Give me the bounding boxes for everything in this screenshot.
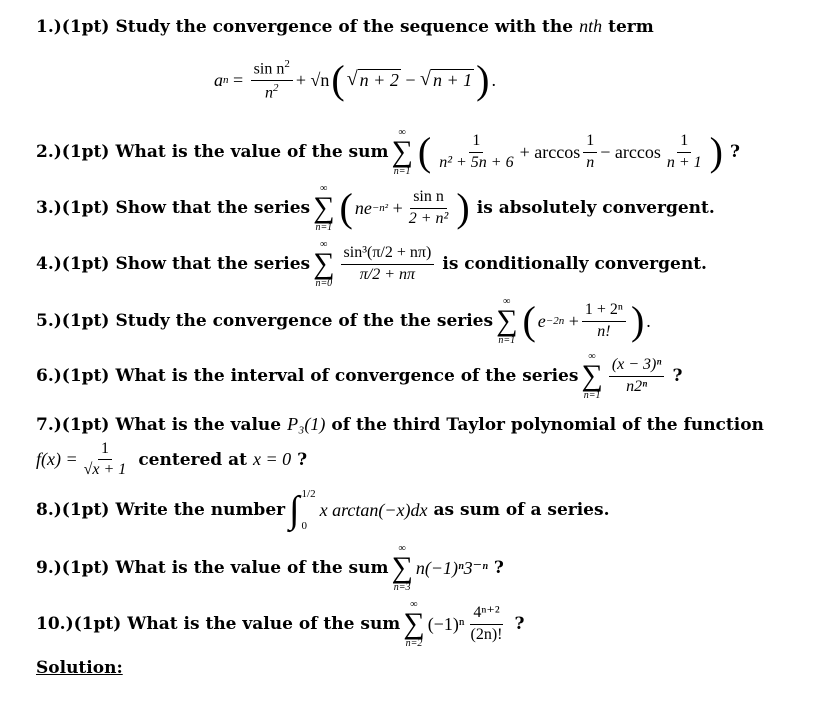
sequence-formula: a n = $\frac{\sin n^2}{n^2}$ + √n ( √ n + 2 − √ n + 1 ) . (214, 57, 496, 103)
problem-label: 6.)(1pt) (36, 366, 110, 387)
problem-label: 8.)(1pt) (36, 500, 110, 520)
problem-4 (36, 240, 816, 289)
center-point: x = 0 (252, 449, 292, 470)
problem-1-formula (214, 58, 816, 102)
problem-9 (36, 544, 816, 593)
problem-text: of the third Taylor polynomial of the function (331, 414, 764, 435)
problem-text: Show that the series (115, 198, 311, 219)
solution-heading: Solution: (36, 658, 123, 678)
problem-tail: ? (730, 142, 741, 163)
problem-tail: ? (297, 449, 308, 470)
sum-formula: ∞ ∑ n=2 (−1)ⁿ $\frac{\text{4ⁿ⁺²}}{(2n)!}$ (403, 599, 503, 649)
integral-formula: ∫ 1/2 0 x arctan(−x)dx (289, 488, 428, 532)
problem-7-formula (36, 440, 816, 480)
problem-text: What is the value of the sum (115, 558, 389, 579)
problem-3 (36, 184, 816, 233)
problem-tail: is absolutely convergent. (476, 198, 715, 219)
problem-text: centered at (138, 449, 247, 470)
problem-10 (36, 600, 816, 649)
problem-tail: ? (672, 366, 683, 387)
problem-label: 2.)(1pt) (36, 142, 110, 163)
problem-5 (36, 297, 816, 346)
problem-8 (36, 488, 816, 532)
problem-tail: ? (493, 558, 504, 579)
sum-formula: ∞ ∑ n=3 n(−1)ⁿ3⁻ⁿ (391, 543, 488, 593)
problem-text: What is the value (115, 414, 282, 435)
problem-tail: term (608, 16, 654, 37)
problem-label: 4.)(1pt) (36, 254, 110, 275)
problem-6 (36, 352, 816, 401)
problem-text: Study the convergence of the sequence with the (115, 16, 574, 37)
problem-text: What is the value of the sum (115, 142, 389, 163)
problem-text: Show that the series (115, 254, 311, 275)
problem-2 (36, 128, 816, 177)
problem-label: 3.)(1pt) (36, 198, 110, 219)
problem-label: 9.)(1pt) (36, 558, 110, 579)
problem-text: Write the number (115, 500, 286, 520)
problem-1 (36, 16, 816, 37)
series-formula: ∞ ∑ n=0 $\frac{\text{sin³(π/2 + nπ)}}{\pi/2 + n\pi}$ (310, 240, 437, 289)
problem-label: 1.)(1pt) (36, 16, 110, 37)
problem-tail: ? (514, 614, 525, 635)
problem-label: 5.)(1pt) (36, 311, 110, 332)
problem-text: What is the interval of convergence of the series (115, 366, 579, 387)
taylor-poly: P₃(1) (287, 414, 326, 434)
sum-formula: ∞ ∑ n=1 ( $\frac{1}{\text{n² + 5n + 6}}$ + arccos $\frac{1}{n}$ − arccos $\frac{1}{n + 1}$ ) (391, 127, 723, 177)
series-formula: ∞ ∑ n=1 $\frac{\text{(x − 3)ⁿ}}{\text{n2ⁿ}}$ (578, 352, 667, 401)
problem-7 (36, 414, 816, 435)
problem-tail: is conditionally convergent. (442, 254, 707, 275)
series-formula: ∞ ∑ n=1 ( ne −n² + $\frac{\text{sin n}}{\text{2 + n²}}$ ) (313, 183, 470, 233)
problem-text: Study the convergence of the the series (115, 311, 494, 332)
problem-label: 7.)(1pt) (36, 414, 110, 435)
problem-text: What is the value of the sum (127, 614, 401, 635)
function-formula: f(x) = $\frac{1}{√x + 1}$ (36, 440, 127, 479)
nth-symbol: nth (579, 16, 603, 36)
problem-tail: as sum of a series. (433, 500, 610, 520)
problem-label: 10.)(1pt) (36, 614, 122, 635)
series-formula: ∞ ∑ n=1 ( e −2n + $\frac{\text{1 + 2ⁿ}}{n!}$ ) . (496, 296, 651, 346)
